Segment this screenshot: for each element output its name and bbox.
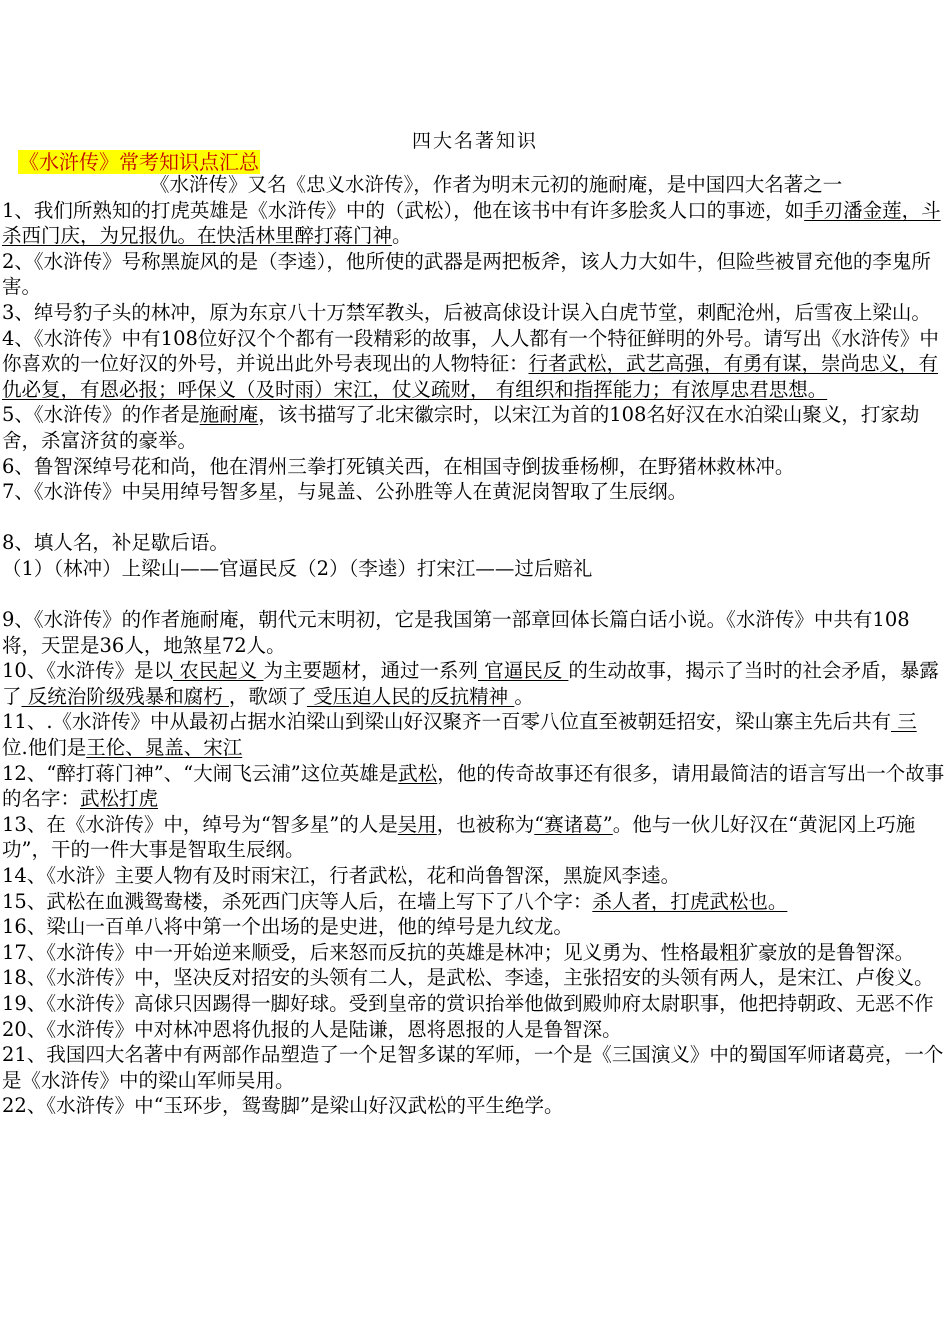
item-7: 7、《水浒传》中吴用绰号智多星，与晁盖、公孙胜等人在黄泥岗智取了生辰纲。	[2, 480, 688, 504]
item-3: 3、绰号豹子头的林冲，原为东京八十万禁军教头，后被高俅设计误入白虎节堂，刺配沧州，后雪夜上梁山。	[2, 300, 931, 324]
item-20: 20、《水浒传》中对林冲恩将仇报的人是陆谦，恩将恩报的人是鲁智深。	[2, 1017, 622, 1041]
item-2: 2、《水浒传》号称黑旋风的是（李逵），他所使的武器是两把板斧，该人力大如牛，但险些被冒充他的李鬼所害。	[2, 249, 931, 299]
item-8: 8、填人名，补足歇后语。	[2, 531, 229, 555]
section-heading: 《水浒传》常考知识点汇总	[19, 150, 259, 174]
answer-underline: 受压迫人民的反抗精神	[306, 684, 515, 708]
item-13: 13、在《水浒传》中，绰号为“智多星”的人是吴用，也被称为“赛诸葛”。他与一伙儿好汉在“黄泥冈上巧施功”，干的一件大事是智取生辰纲。	[2, 812, 916, 862]
answer-underline: 手刃潘金莲，斗杀西门庆，为兄报仇。在快活林里醉打蒋门神	[2, 198, 941, 248]
item-17: 17、《水浒传》中一开始逆来顺受，后来怒而反抗的英雄是林冲；见义勇为、性格最粗犷豪放的是鲁智深。	[2, 940, 915, 964]
answer-underline: 三	[891, 710, 917, 734]
answer-underline: 行者武松，武艺高强，有勇有谋，崇尚忠义，有仇必复，有恩必报；呼保义（及时雨）宋江，仗义疏财， 有组织和指挥能力；有浓厚忠君思想。	[2, 352, 939, 401]
item-11: 11、.《水浒传》中从最初占据水泊梁山到梁山好汉聚齐一百零八位直至被朝廷招安，梁山寨主先后共有 三 位.他们是王伦、晁盖、宋江	[2, 710, 917, 760]
item-6: 6、鲁智深绰号花和尚，他在渭州三拳打死镇关西，在相国寺倒拔垂杨柳，在野猪林救林冲。	[2, 454, 795, 478]
answer-underline: 杀人者，打虎武松也。	[592, 889, 788, 913]
item-22: 22、《水浒传》中“玉环步，鸳鸯脚”是梁山好汉武松的平生绝学。	[2, 1094, 564, 1118]
document-body	[2, 172, 946, 1119]
answer-underline: 吴用	[397, 812, 437, 836]
answer-underline: 农民起义	[173, 659, 264, 683]
item-15: 15、武松在血溅鸳鸯楼，杀死西门庆等人后，在墙上写下了八个字：杀人者，打虎武松也。	[2, 889, 788, 913]
item-14: 14、《水浒》主要人物有及时雨宋江，行者武松，花和尚鲁智深，黑旋风李逵。	[2, 864, 681, 888]
answer-underline: 官逼民反	[478, 659, 569, 683]
item-4: 4、《水浒传》中有108位好汉个个都有一段精彩的故事，人人都有一个特征鲜明的外号。请写出《水浒传》中你喜欢的一位好汉的外号，并说出此外号表现出的人物特征：行者武松，武艺高强，有勇有谋，崇尚忠义，有仇必复，有恩必报；呼保义（及时雨）宋江，仗义疏财， 有组织和指挥能力；有浓厚忠君思想。	[2, 326, 939, 401]
answer-underline: “赛诸葛”	[534, 812, 613, 836]
answer-underline: 武松打虎	[80, 787, 159, 811]
item-19: 19、《水浒传》高俅只因踢得一脚好球。受到皇帝的赏识抬举他做到殿帅府太尉职事，他把持朝政、无恶不作	[2, 992, 934, 1015]
item-8-sub: （1）（林冲）上梁山——官逼民反（2）（李逵）打宋江——过后赔礼	[2, 556, 593, 580]
item-18: 18、《水浒传》中，坚决反对招安的头领有二人，是武松、李逵，主张招安的头领有两人，是宋江、卢俊义。	[2, 966, 934, 990]
answer-underline: 武松	[398, 761, 438, 785]
answer-underline: 王伦、晁盖、宋江	[86, 736, 243, 760]
item-16: 16、梁山一百单八将中第一个出场的是史进，他的绰号是九纹龙。	[2, 915, 573, 939]
item-10: 10、《水浒传》是以 农民起义 为主要题材，通过一系列 官逼民反 的生动故事，揭示了当时的社会矛盾，暴露了 反统治阶级残暴和腐朽 ，歌颂了 受压迫人民的反抗精神 。	[2, 659, 939, 708]
answer-underline: 施耐庵	[199, 403, 259, 427]
item-9: 9、《水浒传》的作者施耐庵，朝代元末明初，它是我国第一部章回体长篇白话小说。《水浒传》中共有108将，天罡是36人，地煞星72人。	[2, 608, 910, 657]
item-21: 21、我国四大名著中有两部作品塑造了一个足智多谋的军师，一个是《三国演义》中的蜀国军师诸葛亮，一个是《水浒传》中的梁山军师吴用。	[2, 1043, 944, 1092]
item-12: 12、“醉打蒋门神”、“大闹飞云浦”这位英雄是武松，他的传奇故事还有很多，请用最简洁的语言写出一个故事的名字：武松打虎	[2, 761, 945, 811]
blank-line	[2, 582, 946, 608]
item-5: 5、《水浒传》的作者是施耐庵，该书描写了北宋徽宗时，以宋江为首的108名好汉在水泊梁山聚义，打家劫舍，杀富济贫的豪举。	[2, 403, 920, 452]
item-1: 1、我们所熟知的打虎英雄是《水浒传》中的（武松），他在该书中有许多脍炙人口的事迹，如手刃潘金莲，斗杀西门庆，为兄报仇。在快活林里醉打蒋门神。	[2, 198, 941, 248]
answer-underline: 反统治阶级残暴和腐朽	[21, 684, 229, 708]
intro-paragraph: 《水浒传》又名《忠义水浒传》，作者为明末元初的施耐庵，是中国四大名著之一	[150, 173, 843, 196]
blank-line	[2, 505, 946, 531]
page-title: 四大名著知识	[411, 130, 538, 152]
